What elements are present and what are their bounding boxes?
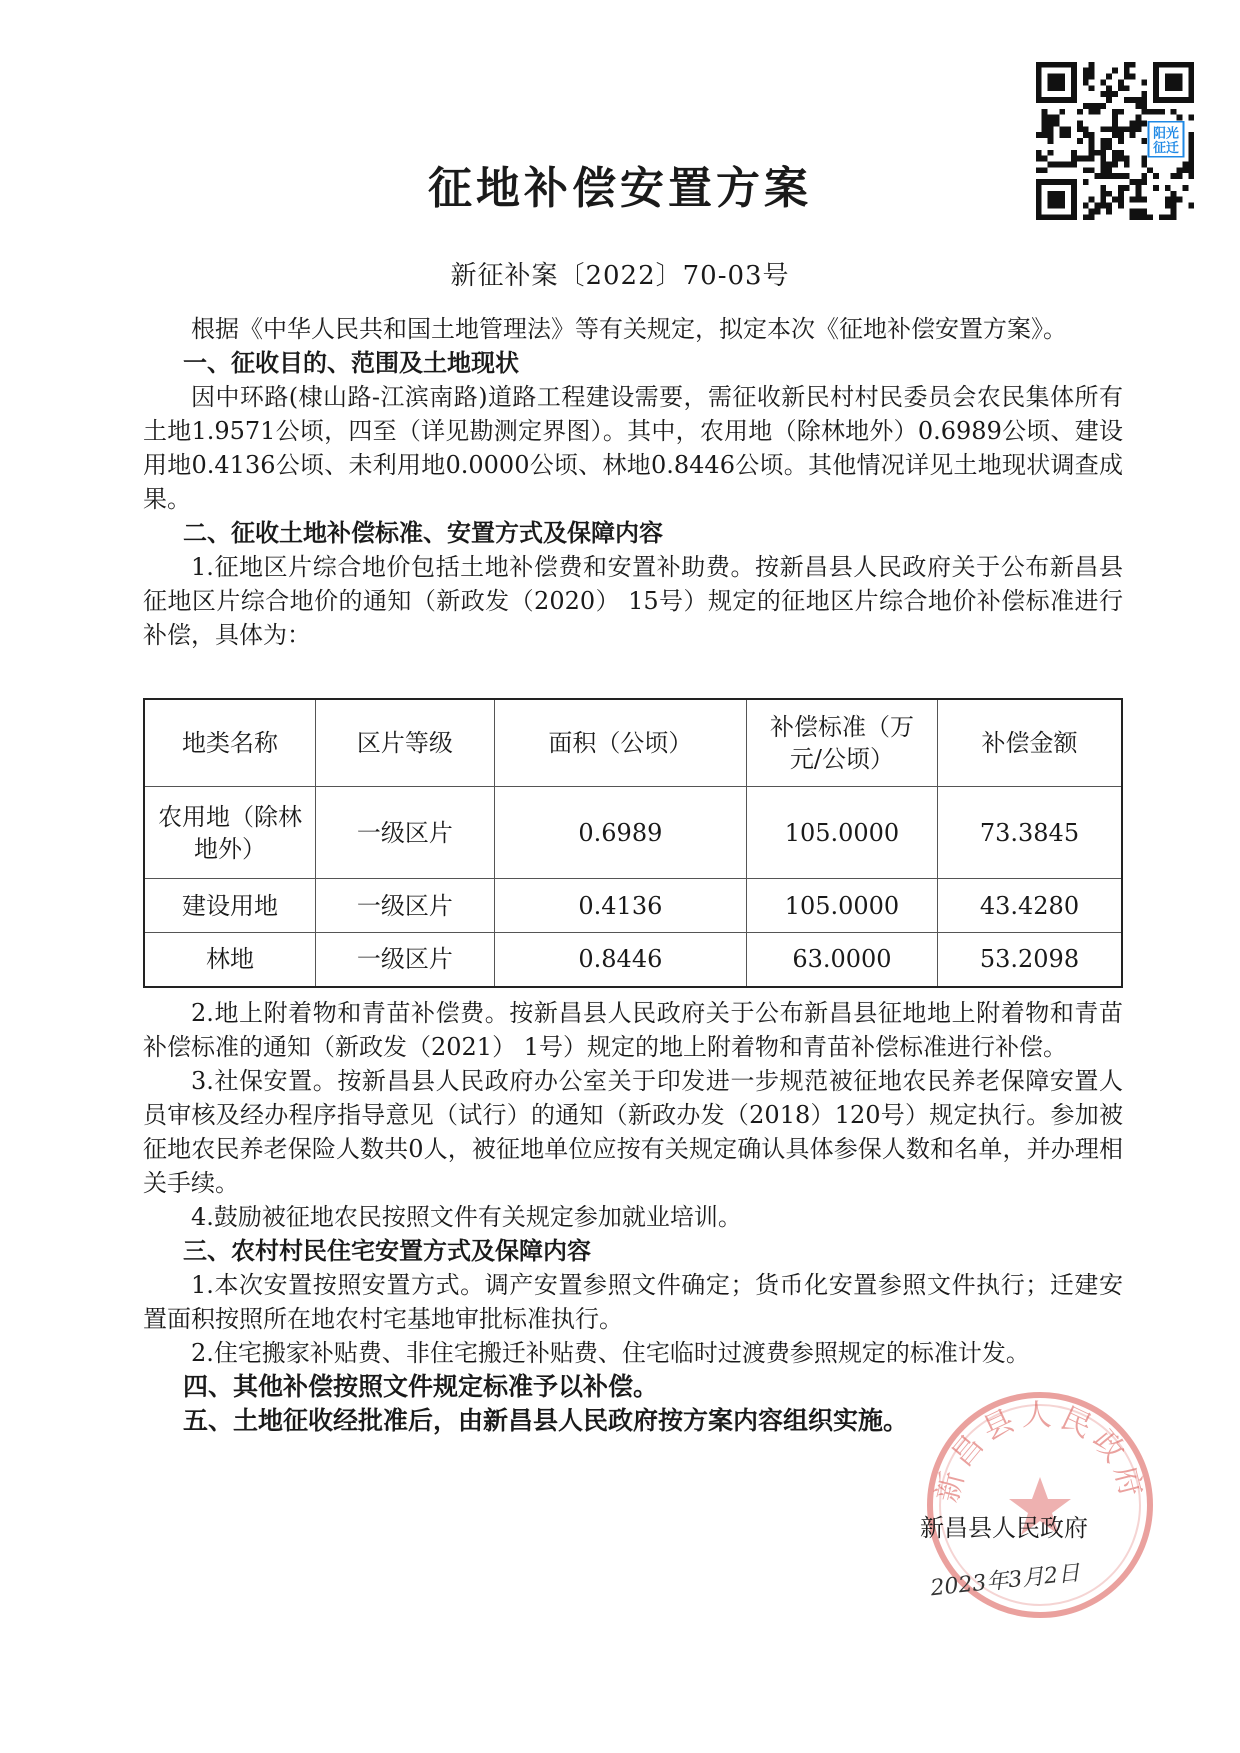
- signature-organization: 新昌县人民政府: [920, 1514, 1088, 1542]
- table-cell: 63.0000: [746, 933, 937, 987]
- document-number: 新征补案〔2022〕70-03号: [450, 261, 790, 291]
- table-header-cell: 面积（公顷）: [494, 699, 746, 787]
- section4-heading: 四、其他补偿按照文件规定标准予以补偿。: [183, 1372, 659, 1401]
- section2-item1: 1.征地区片综合地价包括土地补偿费和安置补助费。按新昌县人民政府关于公布新昌县征地区片综合地价的通知（新政发（2020） 15号）规定的征地区片综合地价补偿标准进行补偿，具体为：: [143, 553, 1123, 649]
- table-row: [144, 933, 1122, 987]
- section3-item1: 1.本次安置按照安置方式。调产安置参照文件确定；货币化安置参照文件执行；迁建安置面积按照所在地农村宅基地审批标准执行。: [143, 1271, 1123, 1333]
- document-title: 征地补偿安置方案: [428, 163, 812, 214]
- table-row: [144, 787, 1122, 879]
- qr-badge-line2: 征迁: [1153, 141, 1179, 157]
- table-header-row: [144, 699, 1122, 787]
- table-header-cell: 补偿标准（万元/公顷）: [746, 699, 937, 787]
- table-header-cell: 区片等级: [316, 699, 495, 787]
- lower-body: [143, 996, 1123, 1438]
- section3-heading: 三、农村村民住宅安置方式及保障内容: [183, 1237, 591, 1265]
- section1-body: 因中环路(棣山路-江滨南路)道路工程建设需要，需征收新民村村民委员会农民集体所有土地1.9571公顷，四至（详见勘测定界图）。其中，农用地（除林地外）0.6989公顷、建设用地0.4136公顷、未利用地0.0000公顷、林地0.8446公顷。其他情况详见土地现状调查成果。: [143, 383, 1123, 513]
- section2-item2: 2.地上附着物和青苗补偿费。按新昌县人民政府关于公布新昌县征地地上附着物和青苗补偿标准的通知（新政发（2021） 1号）规定的地上附着物和青苗补偿标准进行补偿。: [143, 999, 1123, 1061]
- table-cell: 建设用地: [144, 879, 316, 933]
- table-header-cell: 补偿金额: [937, 699, 1122, 787]
- upper-body: [143, 312, 1123, 652]
- section2-item3: 3.社保安置。按新昌县人民政府办公室关于印发进一步规范被征地农民养老保障安置人员审核及经办程序指导意见（试行）的通知（新政办发（2018）120号）规定执行。参加被征地农民养老保险人数共0人，被征地单位应按有关规定确认具体参保人数和名单，并办理相关手续。: [143, 1067, 1123, 1197]
- table-cell: 43.4280: [937, 879, 1122, 933]
- table-header-cell: 地类名称: [144, 699, 316, 787]
- section2-heading: 二、征收土地补偿标准、安置方式及保障内容: [183, 519, 663, 547]
- table-cell: 0.6989: [494, 787, 746, 879]
- table-row: [144, 879, 1122, 933]
- table-cell: 53.2098: [937, 933, 1122, 987]
- intro-paragraph: 根据《中华人民共和国土地管理法》等有关规定，拟定本次《征地补偿安置方案》。: [191, 315, 1067, 343]
- table-cell: 105.0000: [746, 787, 937, 879]
- qr-badge-line1: 阳光: [1153, 126, 1179, 142]
- table-cell: 一级区片: [316, 787, 495, 879]
- table-cell: 73.3845: [937, 787, 1122, 879]
- compensation-table: [143, 698, 1123, 988]
- seal-text: 新昌县人民政府: [929, 1398, 1151, 1506]
- table-cell: 一级区片: [316, 933, 495, 987]
- section2-item4: 4.鼓励被征地农民按照文件有关规定参加就业培训。: [191, 1203, 742, 1231]
- table-cell: 0.8446: [494, 933, 746, 987]
- signature-date: 2023年3月2日: [929, 1560, 1082, 1602]
- section1-heading: 一、征收目的、范围及土地现状: [183, 349, 519, 377]
- table-cell: 105.0000: [746, 879, 937, 933]
- table-cell: 林地: [144, 933, 316, 987]
- section3-item2: 2.住宅搬家补贴费、非住宅搬迁补贴费、住宅临时过渡费参照规定的标准计发。: [191, 1339, 1030, 1367]
- table-cell: 农用地（除林地外）: [144, 787, 316, 879]
- table-cell: 一级区片: [316, 879, 495, 933]
- table-cell: 0.4136: [494, 879, 746, 933]
- section5-heading: 五、土地征收经批准后，由新昌县人民政府按方案内容组织实施。: [183, 1406, 909, 1435]
